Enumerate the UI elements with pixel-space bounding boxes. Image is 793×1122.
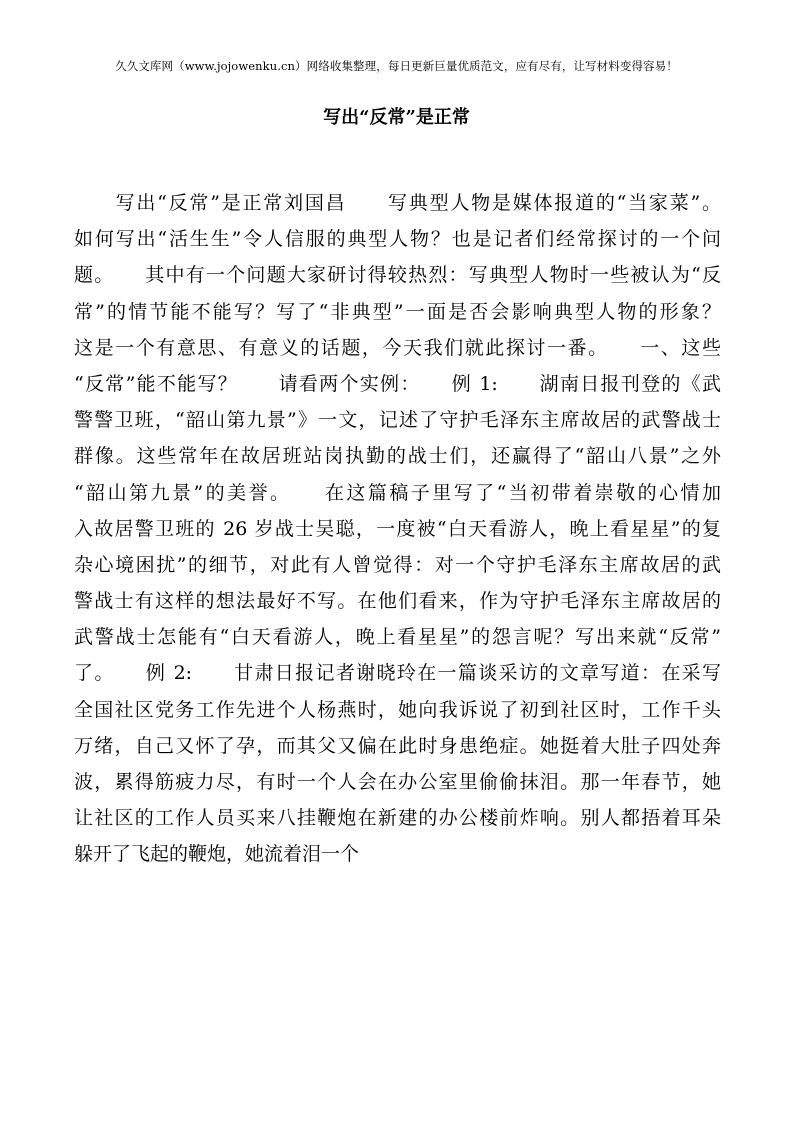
body-line: 入故居警卫班的 26 岁战士吴聪，一度被“白天看游人，晚上看星星”的复 [74, 517, 721, 540]
body-line: “反常”能不能写？ 请看两个实例： 例 1: 湖南日报刊登的《武 [74, 372, 721, 395]
body-line: 躲开了飞起的鞭炮，她流着泪一个 [74, 843, 360, 866]
body-line: 波，累得筋疲力尽，有时一个人会在办公室里偷偷抹泪。那一年春节，她 [74, 771, 721, 793]
page-header-banner: 久久文库网（www.jojowenku.cn）网络收集整理，每日更新巨量优质范文，应有尽有，让写材料变得容易！ [115, 59, 678, 73]
body-line: 群像。这些常年在故居班站岗执勤的战士们，还赢得了“韶山八景”之外 [74, 445, 721, 468]
article-body [74, 185, 721, 873]
body-line: 这是一个有意思、有意义的话题，今天我们就此探讨一番。 一、这些 [74, 336, 721, 359]
body-line: 了。 例 2: 甘肃日报记者谢晓玲在一篇谈采访的文章写道：在采写 [74, 662, 721, 685]
body-line: 杂心境困扰”的细节，对此有人曾觉得：对一个守护毛泽东主席故居的武 [74, 553, 721, 576]
body-line: 写出“反常”是正常刘国昌 写典型人物是媒体报道的“当家菜”。 [74, 192, 721, 214]
body-line: 如何写出“活生生”令人信服的典型人物？也是记者们经常探讨的一个问 [74, 228, 721, 251]
body-line: 万绪，自己又怀了孕，而其父又偏在此时身患绝症。她挺着大肚子四处奔 [74, 734, 721, 757]
body-line: 武警战士怎能有“白天看游人，晚上看星星”的怨言呢？写出来就“反常” [74, 626, 721, 649]
body-line: 题。 其中有一个问题大家研讨得较热烈：写典型人物时一些被认为“反 [74, 264, 721, 287]
body-line: 警战士有这样的想法最好不写。在他们看来，作为守护毛泽东主席故居的 [74, 590, 721, 613]
body-line: 警警卫班，“韶山第九景”》一文，记述了守护毛泽东主席故居的武警战士 [74, 409, 721, 432]
page-title: 写出“反常”是正常 [323, 107, 470, 128]
body-line: 让社区的工作人员买来八挂鞭炮在新建的办公楼前炸响。别人都捂着耳朵 [74, 807, 721, 830]
body-line: 常”的情节能不能写？写了“非典型”一面是否会影响典型人物的形象？ [74, 300, 721, 323]
body-line: 全国社区党务工作先进个人杨燕时，她向我诉说了初到社区时，工作千头 [74, 698, 721, 721]
body-line: “韶山第九景”的美誉。 在这篇稿子里写了“当初带着崇敬的心情加 [74, 481, 721, 504]
